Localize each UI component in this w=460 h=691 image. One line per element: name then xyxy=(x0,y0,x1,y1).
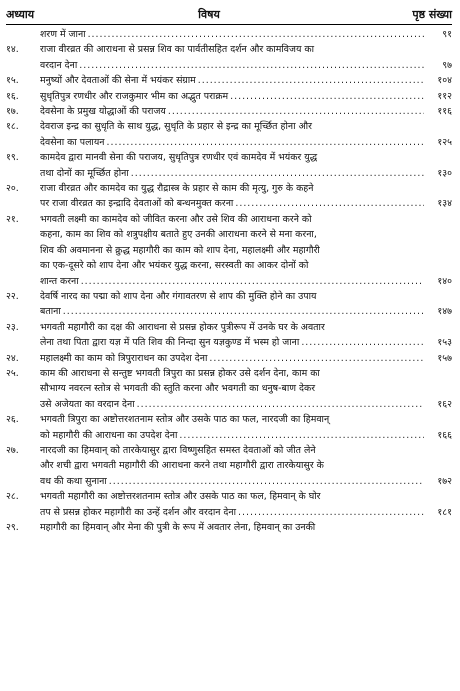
chapter-subject xyxy=(40,351,452,366)
chapter-number: २४. xyxy=(6,352,19,364)
page-number: १४७ xyxy=(437,306,452,318)
dot-leader xyxy=(168,104,424,119)
list-item xyxy=(6,42,452,73)
chapter-subject xyxy=(40,443,452,489)
dot-leader xyxy=(209,351,424,366)
list-item xyxy=(6,489,452,520)
list-item xyxy=(6,520,452,535)
header-subject: विषय xyxy=(198,8,220,21)
subject-line: देवराज इन्द्र का सुधृति के साथ युद्ध, सुधृति के प्रहार से इन्द्र का मूर्च्छित होना और xyxy=(40,121,312,133)
subject-line: मनुष्यों और देवताओं की सेना में भयंकर संग्राम xyxy=(40,75,196,87)
dot-leader xyxy=(235,196,424,211)
chapter-number: २३. xyxy=(6,321,19,333)
subject-line: को महागौरी की आराधना का उपदेश देना xyxy=(40,429,178,441)
subject-last-line xyxy=(40,474,452,489)
subject-line: काम की आराधना से सन्तुष्ट भगवती त्रिपुरा का प्रसन्न होकर उसे दर्शन देना, काम का xyxy=(40,367,320,379)
chapter-subject xyxy=(40,73,452,88)
chapter-subject xyxy=(40,289,452,320)
chapter-number: २९. xyxy=(6,522,19,533)
subject-last-line xyxy=(40,351,452,366)
chapter-number: २२. xyxy=(6,290,19,302)
chapter-number: १५. xyxy=(6,75,19,87)
subject-line: भगवती लक्ष्मी का कामदेव को जीवित करना और उसे शिव की आराधना करने को xyxy=(40,213,312,225)
subject-line: सौभाग्य नवरत्न स्तोत्र से भगवती की स्तुति करना और भवगती का धनुष-बाण देकर xyxy=(40,383,316,395)
list-item xyxy=(6,320,452,351)
subject-last-line xyxy=(40,27,452,42)
page-number: १५३ xyxy=(437,337,452,349)
subject-line: तप से प्रसन्न होकर महागौरी का उन्हें दर्शन और वरदान देना xyxy=(40,506,237,518)
chapter-subject xyxy=(40,119,452,150)
dot-leader xyxy=(131,166,424,181)
list-item xyxy=(6,27,452,42)
page-number: १३४ xyxy=(437,198,452,210)
subject-last-line xyxy=(40,89,452,104)
subject-line: शिव की अवमानना से क्रुद्ध महागौरी का काम को शाप देना, महालक्ष्मी और महागौरी xyxy=(40,244,320,256)
chapter-subject xyxy=(40,150,452,181)
subject-line: बताना xyxy=(40,306,61,318)
dot-leader xyxy=(109,474,424,489)
subject-line: देवर्षि नारद का पद्मा को शाप देना और गंगावतरण से शाप की मुक्ति होने का उपाय xyxy=(40,290,317,302)
chapter-number: २५. xyxy=(6,367,19,379)
chapter-number xyxy=(6,27,40,42)
chapter-number: २७. xyxy=(6,444,19,456)
subject-line: महालक्ष्मी का काम को त्रिपुराराधन का उपदेश देना xyxy=(40,352,208,364)
list-item xyxy=(6,412,452,443)
subject-line: तथा दोनों का मूर्च्छित होना xyxy=(40,167,129,179)
subject-last-line xyxy=(40,58,452,73)
page-number: १४० xyxy=(437,275,452,287)
chapter-number: १७. xyxy=(6,106,19,118)
subject-line: कहना, काम का शिव को शत्रुपक्षीय बताते हुए उनकी आराधना करने से मना करना, xyxy=(40,229,317,241)
list-item xyxy=(6,181,452,212)
chapter-subject xyxy=(40,212,452,289)
chapter-number: १८. xyxy=(6,121,19,133)
subject-line: शान्त करना xyxy=(40,275,79,287)
chapter-subject xyxy=(40,489,452,520)
page-number: ११६ xyxy=(437,106,452,118)
header-chapter: अध्याय xyxy=(6,8,35,21)
dot-leader xyxy=(88,27,424,42)
list-item xyxy=(6,212,452,289)
chapter-subject xyxy=(40,89,452,104)
subject-line: देवसेना के प्रमुख योद्धाओं की पराजय xyxy=(40,106,166,118)
chapter-number: १४. xyxy=(6,44,19,56)
chapter-number: २०. xyxy=(6,183,19,195)
list-item xyxy=(6,366,452,412)
subject-line: वध की कथा सुनाना xyxy=(40,475,107,487)
subject-last-line xyxy=(40,73,452,88)
subject-line: नारदजी का हिमवान् को तारकेयासुर द्वारा विष्णुसहित समस्त देवताओं को जीत लेने xyxy=(40,444,316,456)
dot-leader xyxy=(81,274,424,289)
chapter-subject xyxy=(40,42,452,73)
dot-leader xyxy=(230,89,424,104)
subject-last-line xyxy=(40,196,452,211)
subject-line: कामदेव द्वारा मानवी सेना की पराजय, सुधृतिपुत्र रणधीर एवं कामदेव में भयंकर युद्ध xyxy=(40,152,318,164)
subject-line: का एक-दूसरे को शाप देना और भयंकर युद्ध करना, सरस्वती का आकर दोनों को xyxy=(40,260,309,272)
chapter-number: १६. xyxy=(6,90,19,102)
subject-line: महागौरी का हिमवान् और मेना की पुत्री के रूप में अवतार लेना, हिमवान् का उनकी xyxy=(40,522,316,533)
chapter-number: २६. xyxy=(6,414,19,426)
subject-last-line xyxy=(40,104,452,119)
list-item xyxy=(6,89,452,104)
page-number: १२५ xyxy=(437,136,452,148)
page-number: ९१ xyxy=(442,29,452,40)
subject-last-line xyxy=(40,274,452,289)
subject-last-line xyxy=(40,428,452,443)
list-item xyxy=(6,289,452,320)
header-page-number: पृष्ठ संख्या xyxy=(412,8,452,21)
contents-list xyxy=(6,27,452,535)
subject-line: भगवती महागौरी का अष्टोत्तरशतनाम स्तोत्र और उसके पाठ का फल, हिमवान् के घोर xyxy=(40,491,321,503)
subject-line: राजा वीरव्रत की आराधना से प्रसन्न शिव का पार्वतीसहित दर्शन और कामविजय का xyxy=(40,44,315,56)
subject-last-line xyxy=(40,166,452,181)
chapter-number: २१. xyxy=(6,213,19,225)
subject-line: भगवती महागौरी का दक्ष की आराधना से प्रसन्न होकर पुत्रीरूप में उनके घर के अवतार xyxy=(40,321,325,333)
dot-leader xyxy=(179,428,424,443)
page-number: ९७ xyxy=(442,59,452,71)
chapter-subject xyxy=(40,27,452,42)
page-number: १३० xyxy=(437,167,452,179)
list-item xyxy=(6,119,452,150)
chapter-subject xyxy=(40,412,452,443)
subject-line: उसे अजेयता का वरदान देना xyxy=(40,398,135,410)
table-header xyxy=(6,6,452,22)
dot-leader xyxy=(301,335,424,350)
subject-line: सुधृतिपुत्र रणधीर और राजकुमार भीम का अद्भुत पराक्रम xyxy=(40,90,229,102)
list-item xyxy=(6,150,452,181)
list-item xyxy=(6,351,452,366)
subject-last-line xyxy=(40,335,452,350)
list-item xyxy=(6,73,452,88)
chapter-subject xyxy=(40,104,452,119)
page-number: १०४ xyxy=(437,75,452,87)
subject-line: देवसेना का पलायन xyxy=(40,136,105,148)
dot-leader xyxy=(79,58,424,73)
chapter-subject xyxy=(40,366,452,412)
subject-line: शरण में जाना xyxy=(40,29,86,40)
chapter-number: २८. xyxy=(6,491,19,503)
page-number: १६६ xyxy=(437,429,452,441)
subject-line: राजा वीरव्रत और कामदेव का युद्ध रौद्रास्त्र के प्रहार से काम की मृत्यु, गुरु के कहने xyxy=(40,183,314,195)
subject-line: और शची द्वारा भगवती महागौरी की आराधना करने तथा महागौरी द्वारा तारकेयासुर के xyxy=(40,460,324,472)
page-number: १६२ xyxy=(437,398,452,410)
chapter-number: १९. xyxy=(6,152,19,164)
subject-last-line xyxy=(40,135,452,150)
page-number: १८१ xyxy=(437,506,452,518)
page-number: ११२ xyxy=(437,90,452,102)
chapter-subject xyxy=(40,181,452,212)
list-item xyxy=(6,104,452,119)
header-divider xyxy=(6,24,452,25)
subject-line: वरदान देना xyxy=(40,59,78,71)
subject-last-line xyxy=(40,304,452,319)
dot-leader xyxy=(238,505,424,520)
subject-line: लेना तथा पिता द्वारा यज्ञ में पति शिव की निन्दा सुन यज्ञकुण्ड में भस्म हो जाना xyxy=(40,337,300,349)
subject-line: पर राजा वीरव्रत का इन्द्रादि देवताओं को बन्धनमुक्त करना xyxy=(40,198,234,210)
dot-leader xyxy=(137,397,424,412)
dot-leader xyxy=(63,304,424,319)
page-number: १७२ xyxy=(437,475,452,487)
subject-last-line xyxy=(40,505,452,520)
subject-line: भगवती त्रिपुरा का अष्टोत्तरशतनाम स्तोत्र और उसके पाठ का फल, नारदजी का हिमवान् xyxy=(40,414,330,426)
chapter-subject xyxy=(40,520,452,535)
dot-leader xyxy=(107,135,425,150)
subject-last-line xyxy=(40,397,452,412)
dot-leader xyxy=(198,73,424,88)
page-number: १५७ xyxy=(437,352,452,364)
list-item xyxy=(6,443,452,489)
chapter-subject xyxy=(40,320,452,351)
